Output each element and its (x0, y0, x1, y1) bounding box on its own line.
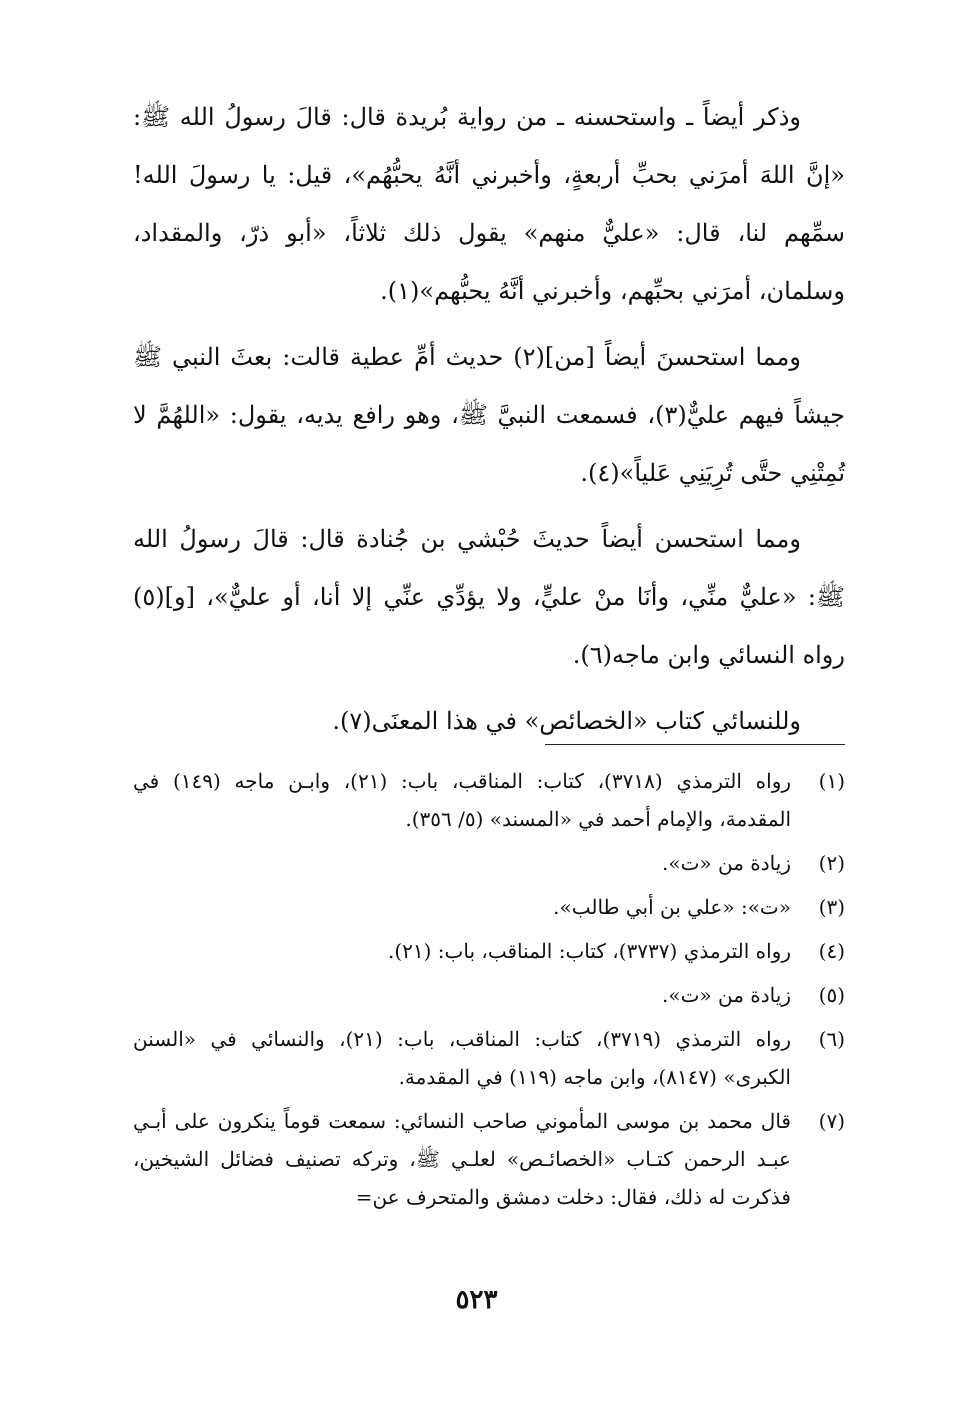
footnote-separator (545, 744, 845, 745)
footnote-6 (133, 1020, 845, 1096)
footnote-number: (٢) (818, 851, 845, 875)
paragraph-buraida (133, 88, 845, 320)
footnote-number: (٦) (818, 1027, 845, 1051)
footnote-7 (133, 1102, 845, 1216)
paragraph-khasais (133, 692, 845, 750)
paragraph-umm-atiyya (133, 328, 845, 502)
footnote-3 (133, 888, 845, 926)
footnote-number: (٤) (818, 939, 845, 963)
paragraph-text: وذكر أيضاً ـ واستحسنه ـ من رواية بُريدة قال: قالَ رسولُ الله ﷺ: «إنَّ اللهَ أمرَني بحبِّ أربعةٍ، وأخبرني أنَّهُ يحبُّهُم»، قيل: يا رسولَ الله! سمِّهم لنا، قال: «عليٌّ منهم» يقول ذلك ثلاثاً، «أبو ذرّ، والمقداد، وسلمان، أمرَني بحبِّهم، وأخبرني أنَّهُ يحبُّهم»(١). (133, 103, 845, 305)
footnote-number: (١) (818, 769, 845, 793)
footnote-5 (133, 976, 845, 1014)
page-number: ٥٢٣ (455, 1285, 498, 1315)
footnote-text: رواه الترمذي (٣٧١٩)، كتاب: المناقب، باب: (٢١)، والنسائي في «السنن الكبرى» (٨١٤٧)، وابن ماجه (١١٩) في المقدمة. (133, 1027, 791, 1089)
footnote-1 (133, 762, 845, 838)
paragraph-text: ومما استحسن أيضاً حديثَ حُبْشي بن جُنادة قال: قالَ رسولُ الله ﷺ: «عليٌّ منِّي، وأنَا منْ عليٍّ، ولا يؤدِّي عنِّي إلا أنا، أو عليٌّ»، [و](٥) رواه النسائي وابن ماجه(٦). (133, 525, 845, 669)
footnotes (133, 762, 845, 1222)
footnote-text: رواه الترمذي (٣٧١٨)، كتاب: المناقب، باب: (٢١)، وابـن ماجه (١٤٩) في المقدمة، والإمام أحمد في «المسند» (٥/ ٣٥٦). (133, 769, 792, 831)
footnote-number: (٣) (818, 895, 845, 919)
paragraph-text: ومما استحسنَ أيضاً [من](٢) حديث أمِّ عطية قالت: بعثَ النبي ﷺ جيشاً فيهم عليٌّ(٣)، فسمعت النبيَّ ﷺ، وهو رافع يديه، يقول: «اللهُمَّ لا تُمِتْنِي حتَّى تُرِيَنِي عَلياً»(٤). (133, 343, 845, 487)
main-text (133, 88, 845, 758)
footnote-4 (133, 932, 845, 970)
footnote-text: قال محمد بن موسى المأموني صاحب النسائي: سمعت قوماً ينكرون على أبـي عبـد الرحمن كتـاب «الخصائـص» لعلـي ﷺ، وتركه تصنيف فضائل الشيخين، فذكرت له ذلك، فقال: دخلت دمشق والمتحرف عن= (133, 1109, 791, 1209)
footnote-text: «ت»: «علي بن أبي طالب». (553, 895, 791, 919)
footnote-text: زيادة من «ت». (661, 983, 791, 1007)
footnote-text: رواه الترمذي (٣٧٣٧)، كتاب: المناقب، باب: (٢١). (387, 939, 791, 963)
footnote-2 (133, 844, 845, 882)
footnote-number: (٥) (818, 983, 845, 1007)
paragraph-hubshi (133, 510, 845, 684)
paragraph-text: وللنسائي كتاب «الخصائص» في هذا المعنَى(٧). (332, 707, 801, 735)
footnote-text: زيادة من «ت». (661, 851, 791, 875)
footnote-number: (٧) (818, 1109, 845, 1133)
